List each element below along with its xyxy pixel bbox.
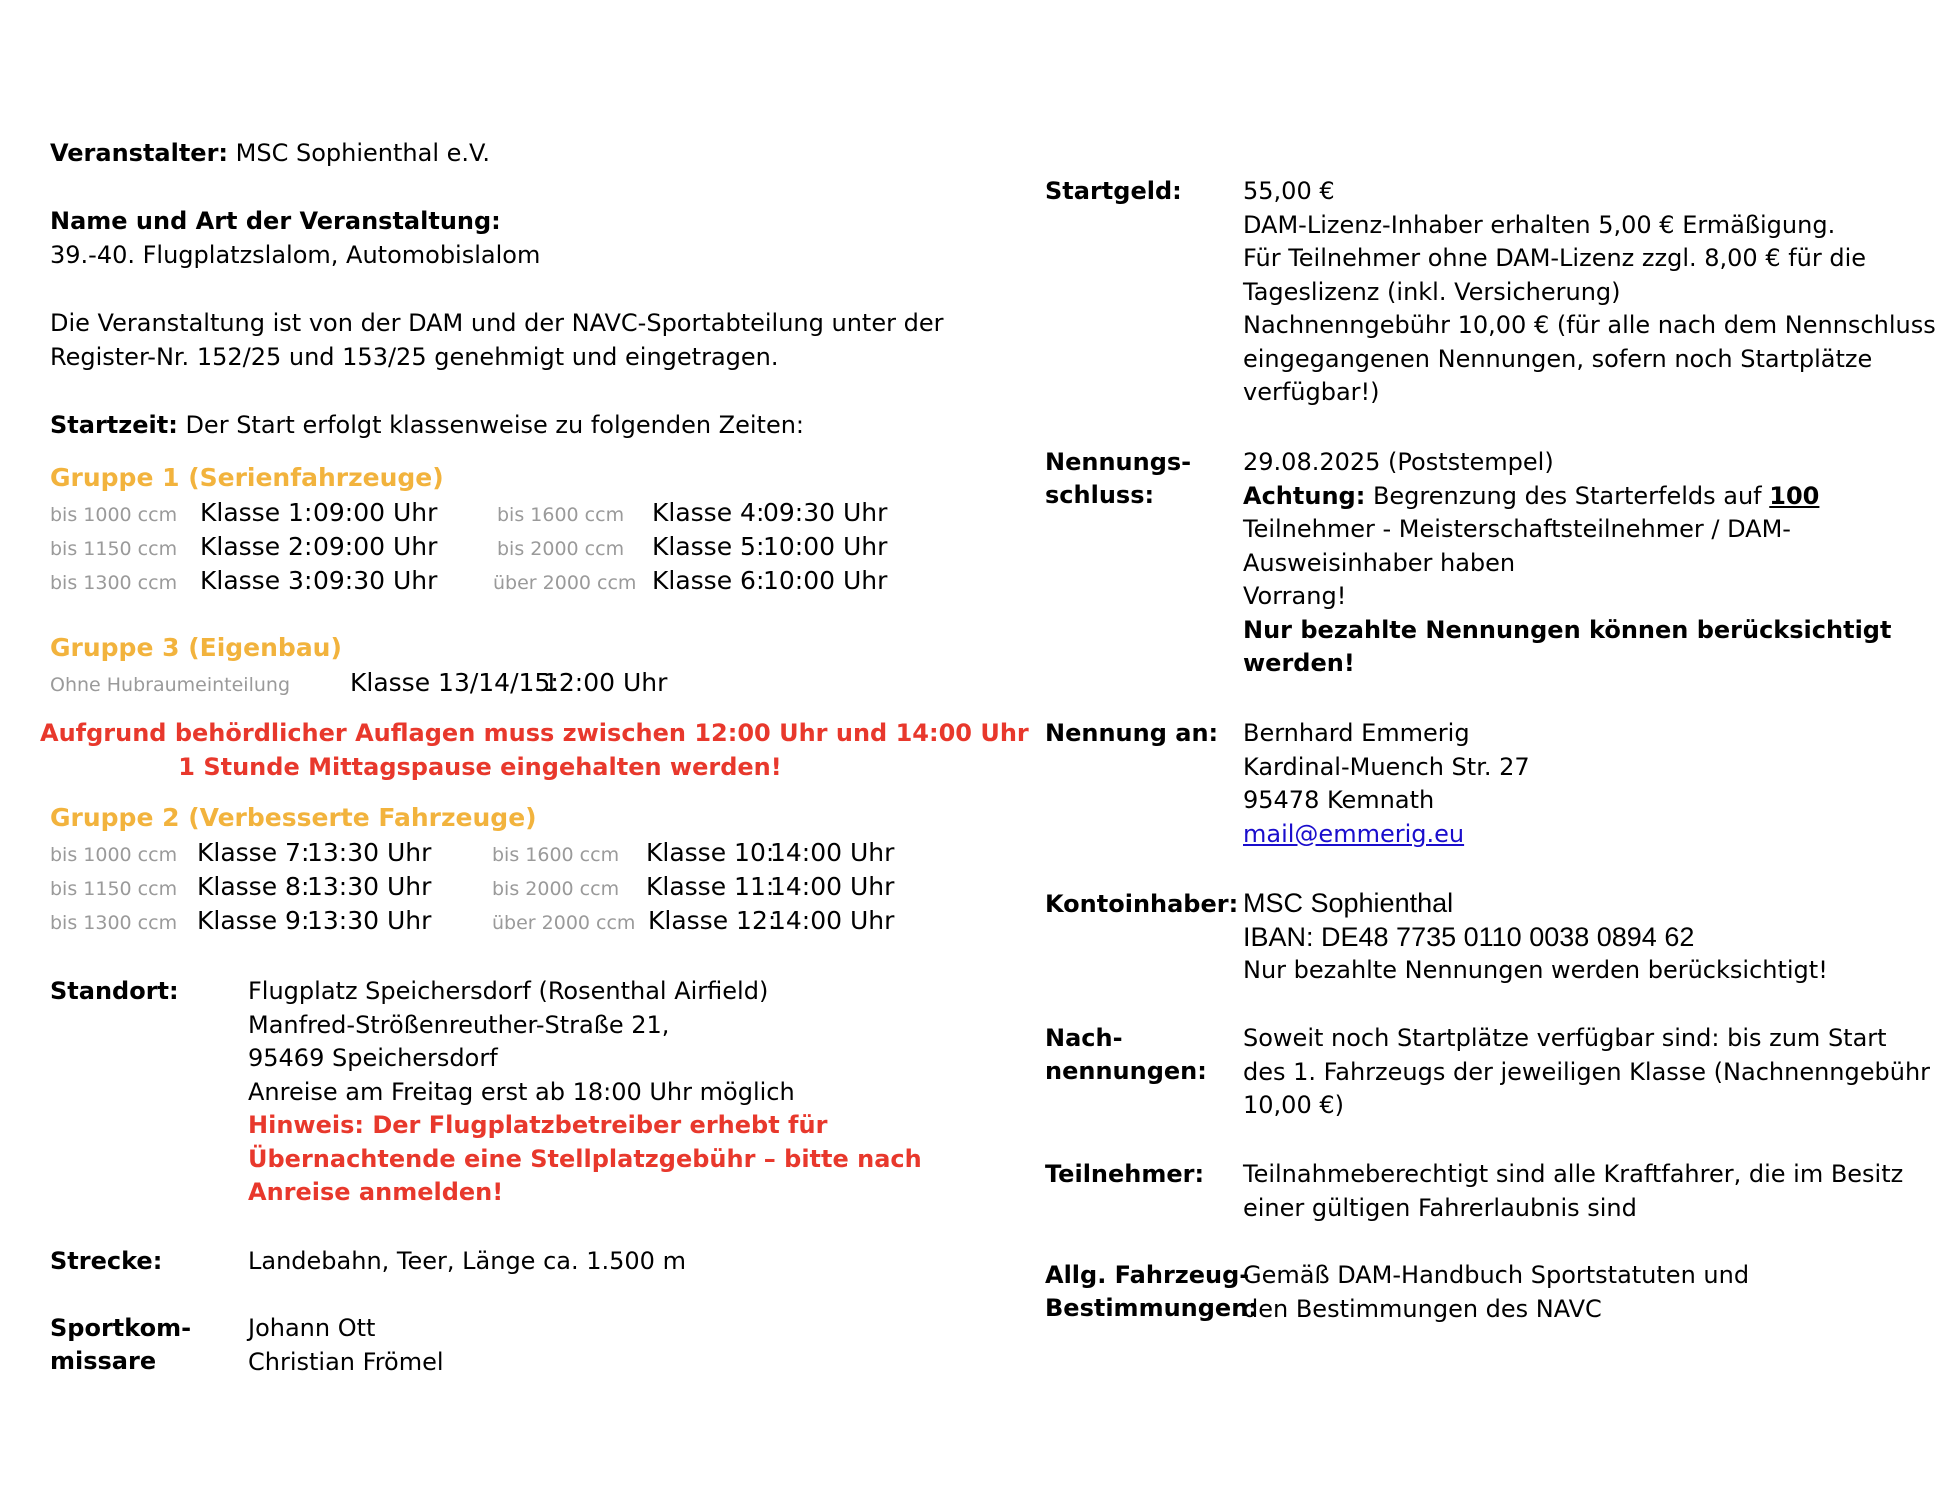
class-label: Klasse 5: (652, 532, 765, 561)
attention-line: Vorrang! (1243, 582, 1347, 610)
entry-fee-block (1243, 175, 1943, 410)
late-entries-line: des 1. Fahrzeugs der jeweiligen Klasse (Nachnenngebühr (1243, 1057, 1931, 1086)
stewards-label-line: missare (50, 1347, 157, 1375)
attention-text: Begrenzung des Starterfelds auf (1372, 481, 1762, 510)
class-time: 09:30 Uhr (763, 498, 888, 527)
vehicle-rules-label-line: Bestimmungen: (1045, 1294, 1258, 1322)
vehicle-rules-line: Gemäß DAM-Handbuch Sportstatuten und (1243, 1261, 1750, 1289)
event-name-value: 39.-40. Flugplatzslalom, Automobislalom (50, 241, 541, 269)
class-ccm: bis 1300 ccm (50, 572, 178, 594)
account-note: Nur bezahlte Nennungen werden berücksichtigt! (1243, 956, 1828, 984)
entry-fee-label: Startgeld: (1045, 177, 1182, 205)
account-name: MSC Sophienthal (1243, 888, 1454, 918)
class-time: 14:00 Uhr (770, 906, 895, 935)
lunch-break-notice-1: Aufgrund behördlicher Auflagen muss zwischen 12:00 Uhr und 14:00 Uhr (40, 719, 1029, 747)
participants-line: einer gültigen Fahrerlaubnis sind (1243, 1193, 1637, 1222)
register-line-1: Die Veranstaltung ist von der DAM und der NAVC-Sportabteilung unter der (50, 309, 944, 337)
late-entries-label-line: nennungen: (1045, 1057, 1207, 1085)
entry-to-label: Nennung an: (1045, 719, 1219, 747)
class-time: 13:30 Uhr (307, 906, 432, 935)
register-line-2: Register-Nr. 152/25 und 153/25 genehmigt und eingetragen. (50, 343, 779, 371)
late-entries-label-line: Nach- (1045, 1024, 1123, 1052)
class-ccm: bis 1600 ccm (492, 844, 620, 866)
participants-label: Teilnehmer: (1045, 1160, 1205, 1188)
class-time: 10:00 Uhr (763, 566, 888, 595)
organizer-label: Veranstalter: (50, 139, 229, 167)
late-entries-label (1045, 1022, 1207, 1088)
participants-line: Teilnahmeberechtigt sind alle Kraftfahrer, die im Besitz (1243, 1160, 1904, 1188)
attention-line: Teilnehmer - Meisterschaftsteilnehmer / DAM- (1243, 515, 1791, 543)
class-label: Klasse 10: (646, 838, 775, 867)
entry-deadline-label-line: Nennungs- (1045, 448, 1192, 476)
account-block (1243, 886, 1828, 988)
participants-block (1243, 1158, 1943, 1225)
class-ccm: bis 2000 ccm (497, 538, 625, 560)
late-entries-line: Soweit noch Startplätze verfügbar sind: bis zum Start (1243, 1024, 1887, 1052)
lunch-break-notice-2: 1 Stunde Mittagspause eingehalten werden! (178, 753, 782, 781)
class-ccm: über 2000 ccm (493, 572, 637, 594)
class-time: 10:00 Uhr (763, 532, 888, 561)
attention-line: Ausweisinhaber haben (1243, 548, 1516, 577)
entry-deadline-label (1045, 446, 1191, 512)
entry-deadline-label-line: schluss: (1045, 481, 1155, 509)
class-time: 14:00 Uhr (770, 872, 895, 901)
organizer-value: MSC Sophienthal e.V. (235, 139, 490, 167)
entry-fee-line: DAM-Lizenz-Inhaber erhalten 5,00 € Ermäßigung. (1243, 210, 1836, 239)
vehicle-rules-label (1045, 1259, 1258, 1325)
class-time: 09:00 Uhr (313, 498, 438, 527)
group-1-title: Gruppe 1 (Serienfahrzeuge) (50, 463, 444, 492)
attention-line (1243, 480, 1943, 514)
class-label: Klasse 4: (652, 498, 765, 527)
class-label: Klasse 2: (200, 532, 313, 561)
location-label: Standort: (50, 977, 179, 1005)
attention-number: 100 (1769, 481, 1820, 510)
track-label: Strecke: (50, 1247, 163, 1275)
class-ccm: bis 2000 ccm (492, 878, 620, 900)
vehicle-rules-line: den Bestimmungen des NAVC (1243, 1294, 1602, 1323)
entry-to-block (1243, 717, 1530, 851)
location-block (248, 975, 948, 1210)
class-ccm: bis 1150 ccm (50, 538, 178, 560)
class-ccm: bis 1300 ccm (50, 912, 178, 934)
attention-label: Achtung: (1243, 481, 1366, 510)
entry-fee-line: 55,00 € (1243, 177, 1335, 205)
address-line: 95478 Kemnath (1243, 786, 1435, 814)
entry-fee-line: eingegangenen Nennungen, sofern noch Startplätze (1243, 344, 1873, 373)
entry-fee-line: Für Teilnehmer ohne DAM-Lizenz zzgl. 8,00 € für die (1243, 244, 1867, 272)
entry-deadline-block (1243, 446, 1943, 681)
entry-deadline-date: 29.08.2025 (Poststempel) (1243, 448, 1554, 476)
class-time: 09:30 Uhr (313, 566, 438, 595)
track-value: Landebahn, Teer, Länge ca. 1.500 m (248, 1247, 686, 1275)
class-label: Klasse 11: (646, 872, 775, 901)
location-hint-line: Übernachtende eine Stellplatzgebühr – bitte nach (248, 1144, 922, 1173)
late-entries-block (1243, 1022, 1943, 1123)
email-link[interactable]: mail@emmerig.eu (1243, 819, 1465, 848)
class-time: 13:30 Uhr (307, 872, 432, 901)
start-time-value: Der Start erfolgt klassenweise zu folgenden Zeiten: (185, 411, 805, 439)
class-label: Klasse 12: (648, 906, 777, 935)
class-label: Klasse 13/14/15: (350, 668, 559, 697)
entry-fee-line: Tageslizenz (inkl. Versicherung) (1243, 277, 1621, 306)
group-2-title: Gruppe 2 (Verbesserte Fahrzeuge) (50, 803, 537, 832)
steward-name: Johann Ott (248, 1314, 376, 1342)
vehicle-rules-label-line: Allg. Fahrzeug- (1045, 1261, 1250, 1289)
class-label: Klasse 1: (200, 498, 313, 527)
vehicle-rules-block (1243, 1259, 1943, 1326)
class-label: Klasse 9: (197, 906, 310, 935)
steward-name: Christian Frömel (248, 1347, 444, 1376)
start-time-label: Startzeit: (50, 411, 178, 439)
class-ccm: Ohne Hubraumeinteilung (50, 674, 291, 696)
class-label: Klasse 6: (652, 566, 765, 595)
account-holder-label: Kontoinhaber: (1045, 890, 1239, 918)
class-ccm: bis 1000 ccm (50, 844, 178, 866)
location-line: Manfred-Strößenreuther-Straße 21, (248, 1010, 670, 1039)
class-time: 09:00 Uhr (313, 532, 438, 561)
stewards-label-line: Sportkom- (50, 1314, 192, 1342)
entry-fee-line: verfügbar!) (1243, 378, 1380, 406)
class-ccm: bis 1600 ccm (497, 504, 625, 526)
class-ccm: bis 1150 ccm (50, 878, 178, 900)
location-hint-line: Hinweis: Der Flugplatzbetreiber erhebt für (248, 1111, 828, 1139)
location-hint-line: Anreise anmelden! (248, 1178, 504, 1206)
class-label: Klasse 3: (200, 566, 313, 595)
late-entries-line: 10,00 €) (1243, 1091, 1344, 1119)
entry-fee-line: Nachnenngebühr 10,00 € (für alle nach dem Nennschluss (1243, 311, 1936, 339)
class-time: 12:00 Uhr (543, 668, 668, 697)
class-time: 14:00 Uhr (770, 838, 895, 867)
class-time: 13:30 Uhr (307, 838, 432, 867)
account-iban: IBAN: DE48 7735 0110 0038 0894 62 (1243, 922, 1695, 952)
event-name-label: Name und Art der Veranstaltung: (50, 207, 501, 235)
group-3-title: Gruppe 3 (Eigenbau) (50, 633, 342, 662)
paid-entries-line: Nur bezahlte Nennungen können berücksichtigt (1243, 615, 1892, 644)
paid-entries-line: werden! (1243, 649, 1355, 677)
start-time-line (50, 408, 804, 442)
location-line: 95469 Speichersdorf (248, 1044, 498, 1072)
class-label: Klasse 7: (197, 838, 310, 867)
address-line: Kardinal-Muench Str. 27 (1243, 752, 1530, 781)
class-label: Klasse 8: (197, 872, 310, 901)
address-line: Bernhard Emmerig (1243, 719, 1470, 747)
class-ccm: über 2000 ccm (492, 912, 636, 934)
location-line: Anreise am Freitag erst ab 18:00 Uhr möglich (248, 1077, 795, 1106)
class-ccm: bis 1000 ccm (50, 504, 178, 526)
stewards-block (248, 1312, 444, 1379)
organizer-line (50, 136, 490, 170)
stewards-label (50, 1312, 191, 1378)
location-line: Flugplatz Speichersdorf (Rosenthal Airfield) (248, 977, 769, 1005)
